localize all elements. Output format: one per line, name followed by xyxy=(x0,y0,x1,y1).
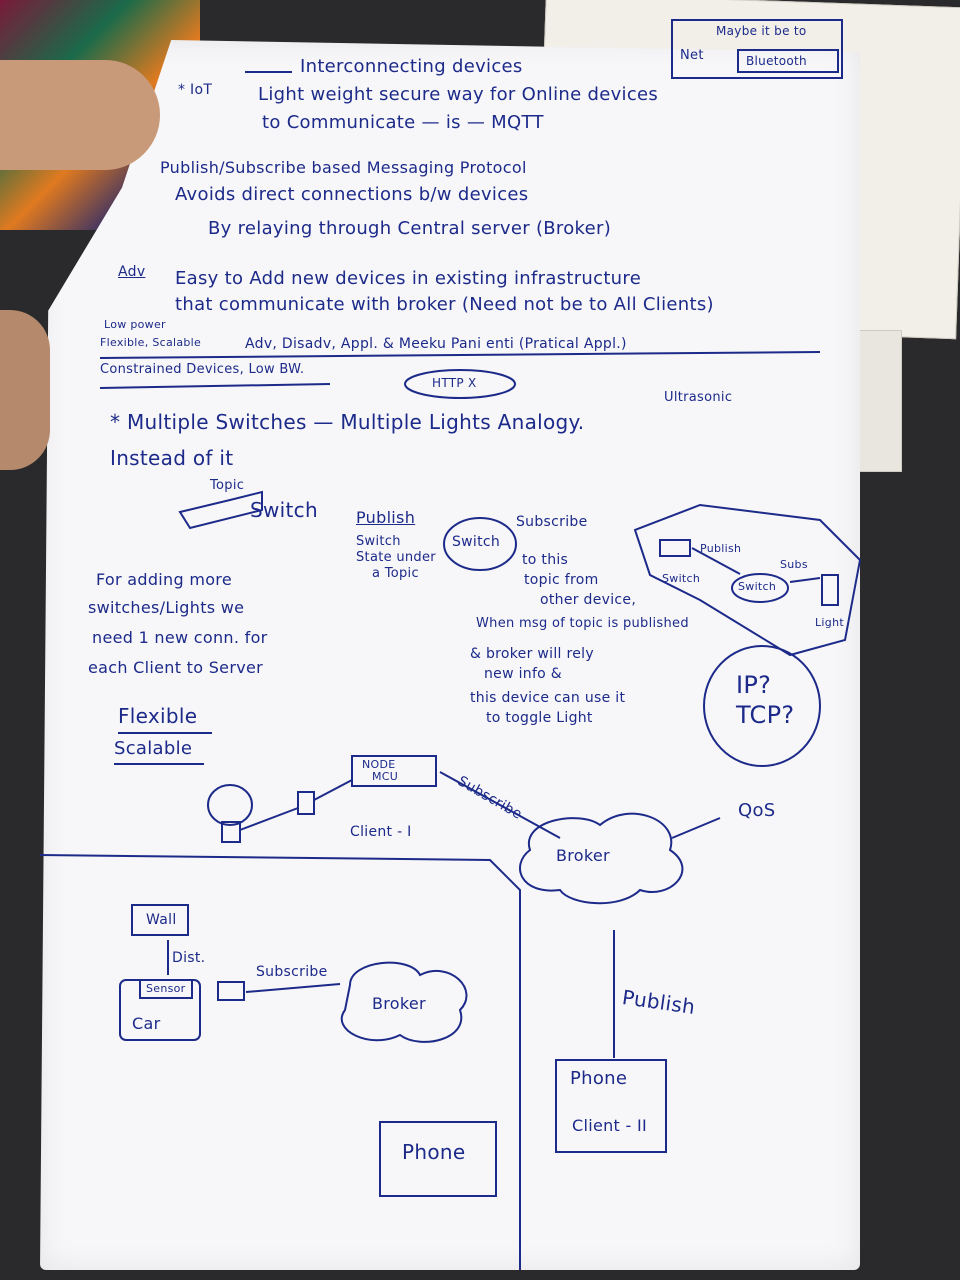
ultrasonic-label: Ultrasonic xyxy=(664,390,733,405)
bluetooth-label: Bluetooth xyxy=(746,54,807,68)
topic-label: Topic xyxy=(210,478,245,493)
page-divider xyxy=(40,855,520,1270)
adv-line-1: Easy to Add new devices in existing infrastructure xyxy=(175,268,642,289)
subscribe-label: Subscribe xyxy=(516,514,588,530)
broker-label-2: Broker xyxy=(372,994,426,1013)
separator-line xyxy=(100,352,820,358)
pubsub-line-2: Avoids direct connections b/w devices xyxy=(175,184,529,205)
separator-line-2 xyxy=(100,384,330,388)
subscribe-desc-3: other device, xyxy=(540,592,637,608)
instead-heading: Instead of it xyxy=(110,446,234,470)
client-1-label: Client - I xyxy=(350,824,412,840)
publish-desc-1: Switch xyxy=(356,534,401,549)
scalable-label: Scalable xyxy=(114,738,193,759)
mini-publish-label: Publish xyxy=(700,542,742,555)
mini-switch-circle-label: Switch xyxy=(738,580,777,593)
relay-icon xyxy=(298,792,314,814)
qos-label: QoS xyxy=(738,800,776,821)
adv-label: Adv xyxy=(118,264,146,280)
subscribe-desc-2: topic from xyxy=(524,572,599,588)
publish-desc-2: State under xyxy=(356,550,436,565)
low-power-label: Low power xyxy=(104,318,166,331)
wall-label: Wall xyxy=(146,912,177,928)
relay-wire xyxy=(314,780,352,800)
sensor-label: Sensor xyxy=(146,982,186,995)
adding-line-2: switches/Lights we xyxy=(88,598,245,617)
switch-label: Switch xyxy=(250,498,318,522)
phone-client-label: Client - II xyxy=(572,1116,648,1135)
publish-desc-3: a Topic xyxy=(372,566,419,581)
subscribe-desc-8: to toggle Light xyxy=(486,710,593,726)
node-mcu-label-1: NODE xyxy=(362,758,396,771)
flexible-scalable-label: Flexible, Scalable xyxy=(100,336,202,349)
pubsub-line-3: By relaying through Central server (Broker) xyxy=(208,218,612,239)
http-label: HTTP X xyxy=(432,376,477,390)
car-label: Car xyxy=(132,1014,161,1033)
car-mcu-box xyxy=(218,982,244,1000)
mqtt-line-2: to Communicate — is — MQTT xyxy=(262,112,544,133)
subscribe-desc-5: & broker will rely xyxy=(470,646,594,662)
flexible-label: Flexible xyxy=(118,704,198,728)
mqtt-line-1: Light weight secure way for Online devices xyxy=(258,84,659,105)
adv-disadv-line: Adv, Disadv, Appl. & Meeku Pani enti (Pratical Appl.) xyxy=(245,336,627,352)
constrained-devices: Constrained Devices, Low BW. xyxy=(100,362,305,377)
subscribe-desc-1: to this xyxy=(522,552,569,568)
bulb-icon xyxy=(208,785,252,825)
subscribe-desc-7: this device can use it xyxy=(470,690,626,706)
adv-line-2: that communicate with broker (Need not be to All Clients) xyxy=(175,294,714,315)
mini-subs-label: Subs xyxy=(780,558,808,571)
phone-label-1: Phone xyxy=(570,1068,628,1089)
mini-switch-label: Switch xyxy=(662,572,701,585)
iot-label: * IoT xyxy=(178,82,213,98)
analogy-heading: * Multiple Switches — Multiple Lights Analogy. xyxy=(110,410,585,434)
ip-tcp-label: IP? TCP? xyxy=(736,671,795,729)
subscribe-label-2: Subscribe xyxy=(256,964,328,980)
mini-light-box xyxy=(822,575,838,605)
dist-label: Dist. xyxy=(172,950,206,966)
adding-line-4: each Client to Server xyxy=(88,658,263,677)
mini-switch-box xyxy=(660,540,690,556)
publish-label: Publish xyxy=(356,508,416,527)
pubsub-line-1: Publish/Subscribe based Messaging Protocol xyxy=(160,158,527,177)
mini-arrow-2 xyxy=(790,578,820,582)
top-right-note: Maybe it be to xyxy=(716,24,807,38)
switch-circle-label: Switch xyxy=(452,534,501,550)
subscribe-desc-4: When msg of topic is published xyxy=(476,616,689,631)
iot-definition: Interconnecting devices xyxy=(300,56,523,77)
adding-line-3: need 1 new conn. for xyxy=(92,628,268,647)
subscribe-arrow-2 xyxy=(246,984,340,992)
broker-label: Broker xyxy=(556,846,610,865)
mini-light-label: Light xyxy=(815,616,844,629)
phone-label-2: Phone xyxy=(402,1140,466,1164)
bulb-wire xyxy=(240,808,298,830)
node-mcu-label-2: MCU xyxy=(372,770,399,783)
subscribe-arrow-label: Subscribe xyxy=(454,773,525,823)
qos-arrow xyxy=(672,818,720,838)
subscribe-desc-6: new info & xyxy=(484,666,563,682)
net-label: Net xyxy=(680,48,704,63)
adding-line-1: For adding more xyxy=(96,570,232,589)
publish-label-2: Publish xyxy=(620,985,697,1019)
